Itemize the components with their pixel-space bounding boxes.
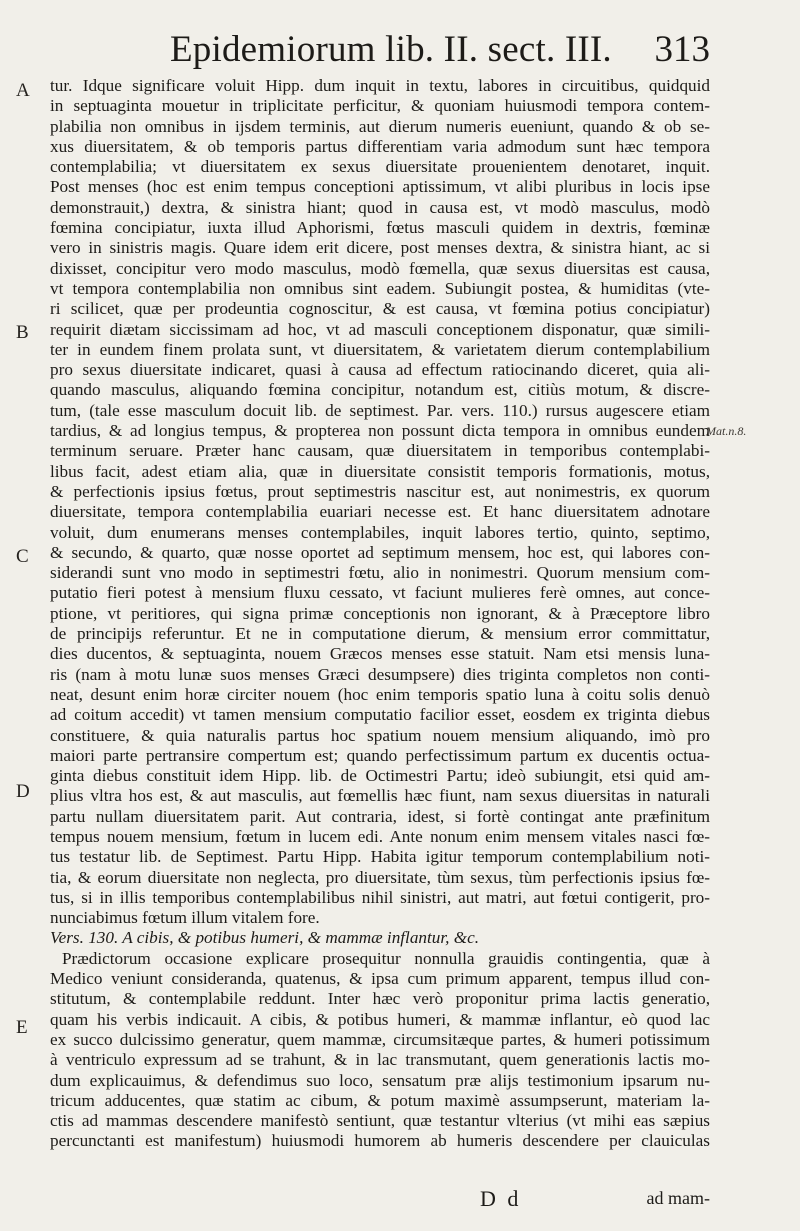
text-line: Prædictorum occasione explicare prosequitur nonnulla grauidis contingentia, quæ à [62,948,710,968]
text-line: diuersitate, tempora contemplabilia euariari necesse est. Et hanc diuersitatem adnotare [50,502,710,522]
text-line: dum explicauimus, & defendimus suo loco, sensatum præ alijs testimonium ipsarum nu- [50,1070,710,1090]
text-line: ptione, vt peritiores, qui signa primæ conceptionis non ignorant, & à Præceptore libro [50,603,710,623]
text-line: siderandi sunt vno modo in septimestri fœtu, alio in nonimestri. Quorum mensium com- [50,563,710,583]
margin-letter-c: C [16,546,29,567]
page-number: 313 [654,29,710,70]
text-line: tus testatur lib. de Septimest. Partu Hipp. Habita igitur temporum contemplabilium noti- [50,847,710,867]
text-line: tardius, & ad longius tempus, & propterea non possunt dicta tempora in omnibus eundem [50,421,710,441]
text-line: xus diuersitatem, & ob temporis partus differentiam varia admodum sunt hæc tempora [50,136,710,156]
text-line: tia, & eorum diuersitate non neglecta, pro diuersitate, tùm sexus, tùm perfectionis ipsius fœ- [50,867,710,887]
text-line: ad coitum accedit) vt tamen mensium computatio facilior esset, eosdem ex triginta diebus [50,705,710,725]
text-line: nunciabimus fœtum illum vitalem fore. [50,908,320,928]
text-line: tempus nouem mensium, fœtum in lucem edi. Ante nonum enim mensem vitales nasci fœ- [50,826,710,846]
text-line: neat, desunt enim horæ circiter nouem (hoc enim temporis spatio luna à coitu solis denuò [50,684,710,704]
text-line: ri scilicet, quæ per prodeuntia cognoscitur, & est causa, vt fœmina potius concipiatur) [50,299,710,319]
text-line: tur. Idque significare voluit Hipp. dum inquit in textu, labores in circuitibus, quidquid [50,76,710,95]
text-line: contemplabilia; vt diuersitatem ex sexus diuersitate prouenientem denotaret, inquit. [50,157,710,177]
text-line: in septuaginta mouetur in triplicitate perficitur, & quoniam huiusmodi tempora contem- [50,96,710,116]
text-line: putatio fieri potest à mensium fluxu cessato, vt faciunt mulieres ferè omnes, aut conce- [50,583,710,603]
text-line: dixisset, concipitur vero modo masculus, modò fœmella, quæ sexus diuersitas est causa, [50,258,710,278]
text-line: tum, (tale esse masculum docuit lib. de septimest. Par. vers. 110.) rursus augescere etiam [50,400,710,420]
verse-heading: Vers. 130. A cibis, & potibus humeri, & mammæ inflantur, &c. [50,928,480,948]
running-head: Epidemiorum lib. II. sect. III. [170,29,612,70]
margin-letter-d: D [16,781,30,802]
margin-note: Mat.n.8. [706,424,747,438]
text-line: plabilia non omnibus in ijsdem terminis, aut dierum numeris eueniunt, quando & ob se- [50,116,710,136]
text-line: vt tempora contemplabilia non omnibus sint eadem. Subiungit postea, & humiditas (vte- [50,278,710,298]
text-line: percunctanti est manifestum) huiusmodi humorem ab humeris descendere per clauiculas [50,1131,710,1151]
text-line: constituere, & quia naturalis partus hoc spatium nouem mensium aliquando, imò pro [50,725,710,745]
text-line: stitutum, & contemplabile reddunt. Inter hæc verò proponitur prima lactis generatio, [50,989,710,1009]
text-line: Post menses (hoc est enim tempus conceptioni aptissimum, vt alibi pluribus in locis ipse [50,177,710,197]
margin-letter-e: E [16,1017,28,1038]
page-footer [480,1186,710,1212]
text-line: quando masculus, aliquando fœmina concipitur, notandum est, citiùs motum, & discre- [50,380,710,400]
text-line: à ventriculo expressum ad se trahunt, & in lac transmutant, quem generationis lactis mo- [50,1050,710,1070]
text-line: tus, si in illis temporibus contemplabilibus nihil sinistri, aut matri, aut fœtui contigerit, pro- [50,887,710,907]
text-line: ex succo dulcissimo generatur, quem mammæ, circumsitæque partes, & humeri potissimum [50,1029,710,1049]
text-line: ter in eundem finem prolata sunt, vt diuersitatem, & varietatem dierum contemplabilium [50,339,710,359]
text-line: ris (nam à motu lunæ suos menses Græci desumpsere) dies triginta completos non conti- [50,664,710,684]
text-line: ginta diebus constituit idem Hipp. lib. de Octimestri Partu; ideò subiungit, etsi quid am- [50,766,710,786]
text-line: ctis ad mammas descendere manifestò sentiunt, quæ testantur vlterius (vt mihi eas sæpius [50,1111,710,1131]
text-line: vero in sinistris magis. Quare idem erit dicere, post menses dextra, & sinistra hiant, ac si [50,238,710,258]
margin-letter-b: B [16,322,29,343]
page-header [150,28,710,78]
text-line: terminum seruare. Præter hanc causam, quæ diuersitatem in temporibus contemplabi- [50,441,710,461]
text-line: partu nullam diuersitatem parit. Aut contraria, idest, si fortè contingat ante præfinitum [50,806,710,826]
text-line: fœmina concipiatur, iuxta illud Aphorismi, fœtus masculi quidem in dextris, fœminæ [50,218,710,238]
text-line: dies ducentos, & septuaginta, nouem Græcos menses esse statuit. Nam etsi mensis luna- [50,644,710,664]
text-line: & perfectionis ipsius fœtus, prout septimestris nascitur est, aut nonimestris, ex quorum [50,481,710,501]
text-line: quam his verbis indicauit. A cibis, & potibus humeri, & mammæ inflantur, eò quod lac [50,1009,710,1029]
text-line: Medico veniunt consideranda, quatenus, & ipsa cum primum apparent, tempus illud con- [50,969,710,989]
text-line: libus facit, adest etiam alia, quæ in diuersitate consistit temporis formationis, motus, [50,461,710,481]
text-line: voluit, dum enumerans menses contemplabiles, inquit labores tertio, quinto, septimo, [50,522,710,542]
body-text [50,76,710,1152]
text-line: maiori parte pertransire compertum est; quando perfectissimum partum ex ducentis octua- [50,745,710,765]
text-line: de principijs referuntur. Et ne in computatione dierum, & mensium error committatur, [50,624,710,644]
text-line: & secundo, & quarto, quæ nosse oportet ad septimum mensem, hoc est, qui labores con- [50,542,710,562]
signature-mark: D d [480,1186,522,1211]
catchword: ad mam- [646,1188,710,1208]
text-line: demonstrauit,) dextra, & sinistra hiant; quod in causa est, vt modò masculus, modò [50,197,710,217]
text-line: tricum adducentes, quæ statim ac cibum, & potum maximè assumpserunt, materiam la- [50,1090,710,1110]
text-line: requirit diætam siccissimam ad hoc, vt ad masculi conceptionem disponatur, quæ simili- [50,319,710,339]
margin-letter-a: A [16,80,30,101]
text-line: plius vltra hos est, & aut masculis, aut fœmellis hæc fiunt, nam sexus diuersitas in naturali [50,786,710,806]
text-line: pro sexus diuersitate indicaret, quasi à causa ad effectum ratiocinando diceret, quia ali- [50,360,710,380]
